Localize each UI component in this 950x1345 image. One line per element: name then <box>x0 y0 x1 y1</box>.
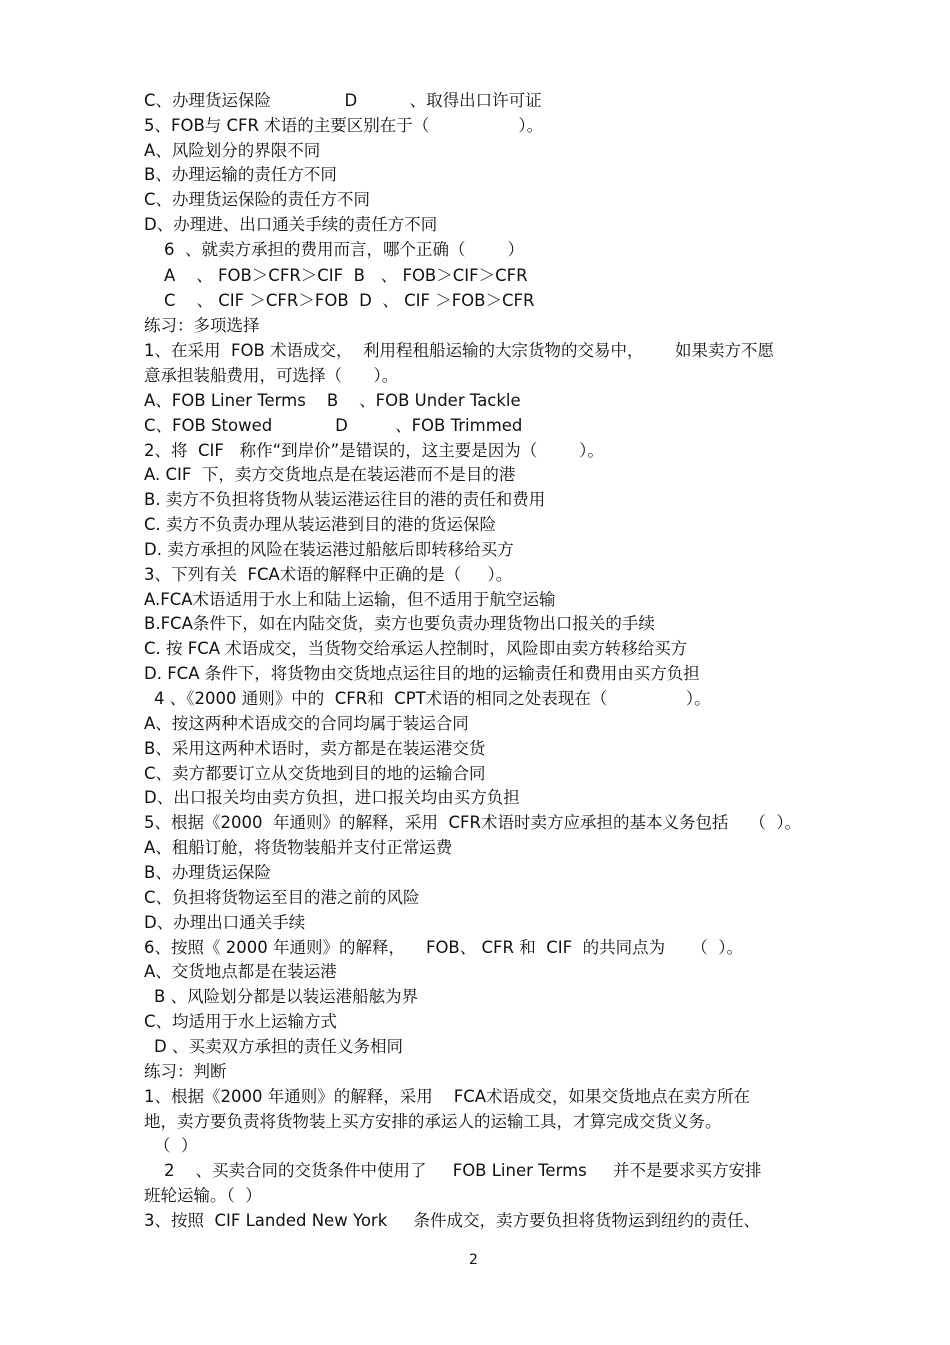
judgment-1-blank: （ ） <box>154 1136 198 1155</box>
option-cd: C、FOB Stowed D 、FOB Trimmed <box>144 416 523 435</box>
judgment-2: 2 、买卖合同的交货条件中使用了 FOB Liner Terms 并不是要求买方安排 <box>164 1161 762 1180</box>
section-heading: 练习：多项选择 <box>144 316 260 335</box>
question-1-cont: 意承担装船费用，可选择（ ）。 <box>144 366 399 385</box>
option-b: B. 卖方不负担将货物从装运港运往目的港的责任和费用 <box>144 490 546 509</box>
judgment-2-cont: 班轮运输。（ ） <box>144 1186 262 1205</box>
option-d: D. FCA 条件下，将货物由交货地点运往目的地的运输责任和费用由买方负担 <box>144 664 700 683</box>
judgment-3: 3、按照 CIF Landed New York 条件成交，卖方要负担将货物运到纽约的责任、 <box>144 1211 760 1230</box>
option-a: A、风险划分的界限不同 <box>144 141 321 160</box>
option-b: B 、风险划分都是以装运港船舷为界 <box>154 987 419 1006</box>
option-d: D、出口报关均由卖方负担，进口报关均由买方负担 <box>144 788 520 807</box>
option-d: D. 卖方承担的风险在装运港过船舷后即转移给买方 <box>144 540 514 559</box>
option-b: B、办理运输的责任方不同 <box>144 165 337 184</box>
question-4: 4 、《2000 通则》中的 CFR和 CPT术语的相同之处表现在（ ）。 <box>154 689 711 708</box>
question-5-fob-cfr: 5、FOB与 CFR 术语的主要区别在于（ ）。 <box>144 116 544 135</box>
option-b: B、采用这两种术语时，卖方都是在装运港交货 <box>144 739 486 758</box>
judgment-1-cont: 地，卖方要负责将货物装上买方安排的承运人的运输工具，才算完成交货义务。 <box>144 1112 722 1131</box>
option-a: A.FCA术语适用于水上和陆上运输，但不适用于航空运输 <box>144 590 556 609</box>
question-5: 5、根据《2000 年通则》的解释，采用 CFR术语时卖方应承担的基本义务包括 （ ）。 <box>144 813 802 832</box>
option-a: A、交货地点都是在装运港 <box>144 962 337 981</box>
question-1: 1、在采用 FOB 术语成交， 利用程租船运输的大宗货物的交易中， 如果卖方不愿 <box>144 341 774 360</box>
option-c: C、卖方都要订立从交货地到目的地的运输合同 <box>144 764 486 783</box>
question-2: 2、将 CIF 称作“到岸价”是错误的，这主要是因为（ ）。 <box>144 441 604 460</box>
option-c: C. 按 FCA 术语成交，当货物交给承运人控制时，风险即由卖方转移给买方 <box>144 639 688 658</box>
option-c: C、负担将货物运至目的港之前的风险 <box>144 888 420 907</box>
option-ab: A 、 FOB＞CFR＞CIF B 、 FOB＞CIF＞CFR <box>164 266 528 285</box>
option-a: A、租船订舱，将货物装船并支付正常运费 <box>144 838 453 857</box>
option-d: D、办理出口通关手续 <box>144 913 306 932</box>
text-line: C、办理货运保险 D 、取得出口许可证 <box>144 91 542 110</box>
section-heading: 练习：判断 <box>144 1062 227 1081</box>
option-b: B.FCA条件下，如在内陆交货，卖方也要负责办理货物出口报关的手续 <box>144 614 655 633</box>
option-d: D、办理进、出口通关手续的责任方不同 <box>144 215 438 234</box>
option-ab: A、FOB Liner Terms B 、FOB Under Tackle <box>144 391 521 410</box>
option-cd: C 、 CIF ＞CFR＞FOB D 、 CIF ＞FOB＞CFR <box>164 291 535 310</box>
option-d: D 、买卖双方承担的责任义务相同 <box>154 1037 403 1056</box>
option-c: C、均适用于水上运输方式 <box>144 1012 338 1031</box>
option-c: C. 卖方不负责办理从装运港到目的港的货运保险 <box>144 515 497 534</box>
judgment-1: 1、根据《2000 年通则》的解释，采用 FCA术语成交，如果交货地点在卖方所在 <box>144 1087 751 1106</box>
option-b: B、办理货运保险 <box>144 863 271 882</box>
option-c: C、办理货运保险的责任方不同 <box>144 190 371 209</box>
question-6-costs: 6 、就卖方承担的费用而言，哪个正确（ ） <box>164 240 524 259</box>
option-a: A、按这两种术语成交的合同均属于装运合同 <box>144 714 469 733</box>
question-6: 6、按照《 2000 年通则》的解释， FOB、 CFR 和 CIF 的共同点为 （ ）。 <box>144 938 744 957</box>
question-3: 3、下列有关 FCA术语的解释中正确的是（ ）。 <box>144 565 513 584</box>
page-number: 2 <box>469 1252 478 1268</box>
option-a: A. CIF 下，卖方交货地点是在装运港而不是目的港 <box>144 465 516 484</box>
